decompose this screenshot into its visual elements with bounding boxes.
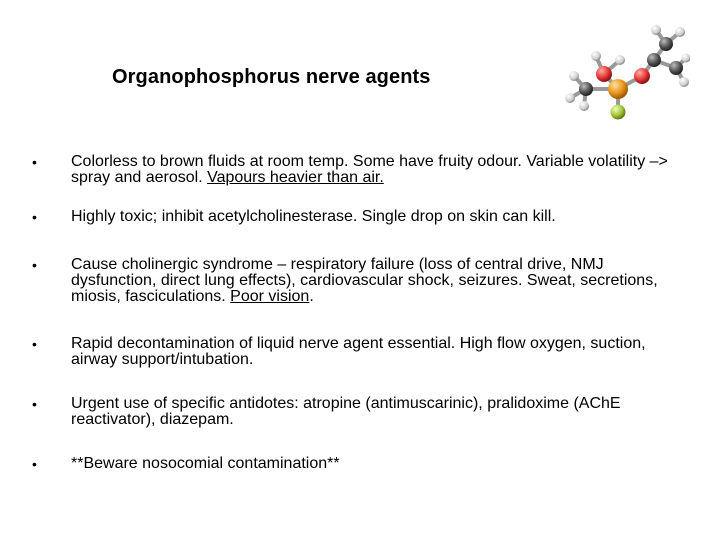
slide-title: Organophosphorus nerve agents (112, 66, 431, 88)
underlined-phrase: Poor vision (230, 288, 310, 305)
bullet-text: Cause cholinergic syndrome – respiratory failure (loss of central drive, NMJ dysfunction, direct lung effects), cardiovascular shock, seizures. Sweat, secretions, miosis, fasciculations. Poor vision. (71, 256, 658, 305)
bullet-text: Rapid decontamination of liquid nerve agent essential. High flow oxygen, suction, airway support/intubation. (71, 335, 646, 368)
underlined-phrase: Vapours heavier than air. (207, 169, 384, 186)
sarin-molecule-icon (556, 16, 690, 126)
bullet-symbol: • (32, 209, 37, 225)
bullet-text: Urgent use of specific antidotes: atropine (antimuscarinic), pralidoxime (AChE reactivator), diazepam. (71, 395, 621, 428)
bullet-symbol: • (32, 396, 37, 412)
bullet-text: Colorless to brown fluids at room temp. Some have fruity odour. Variable volatility –> spray and aerosol. Vapours heavier than air. (71, 153, 668, 186)
bullet-symbol: • (32, 154, 37, 170)
bullet-symbol: • (32, 456, 37, 472)
bullet-text: Highly toxic; inhibit acetylcholinesterase. Single drop on skin can kill. (71, 208, 556, 225)
bullet-text: **Beware nosocomial contamination** (71, 455, 340, 472)
bullet-symbol: • (32, 336, 37, 352)
bullet-symbol: • (32, 257, 37, 273)
